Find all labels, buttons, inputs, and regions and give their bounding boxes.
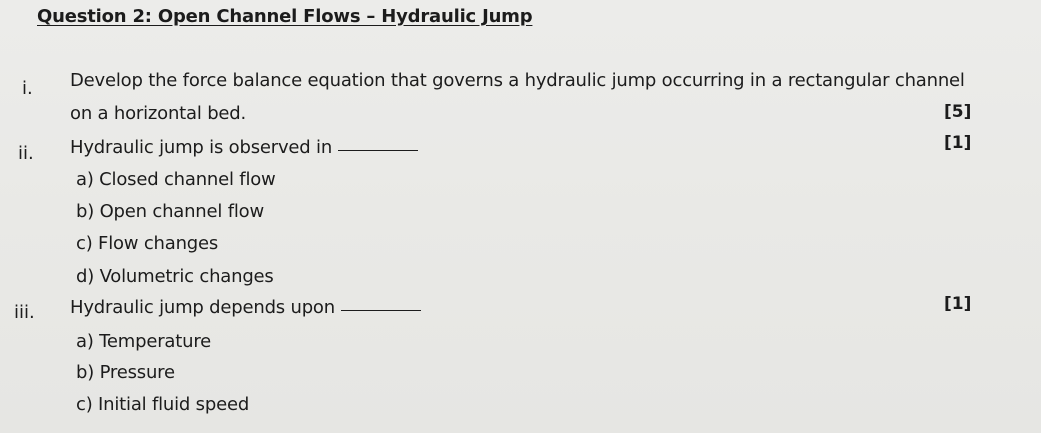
question-iii-stem xyxy=(70,297,421,318)
question-iii-marks: [1] xyxy=(944,294,972,314)
question-numeral-ii: ii. xyxy=(18,143,34,164)
question-ii-option-c: c) Flow changes xyxy=(76,233,219,254)
question-numeral-i: i. xyxy=(22,78,33,99)
question-ii-option-a: a) Closed channel flow xyxy=(76,169,276,190)
question-i-line-1: Develop the force balance equation that governs a hydraulic jump occurring in a rectangular channel xyxy=(70,70,965,91)
question-title: Question 2: Open Channel Flows – Hydraulic Jump xyxy=(37,6,533,27)
question-iii-option-a: a) Temperature xyxy=(76,331,211,352)
question-iii-stem-text: Hydraulic jump depends upon xyxy=(70,297,335,318)
question-ii-stem xyxy=(70,137,418,158)
question-iii-option-b: b) Pressure xyxy=(76,362,175,383)
question-ii-stem-text: Hydraulic jump is observed in xyxy=(70,137,333,158)
question-iii-option-c: c) Initial fluid speed xyxy=(76,394,250,415)
question-i-marks: [5] xyxy=(944,102,972,122)
question-ii-option-b: b) Open channel flow xyxy=(76,201,264,222)
question-i-line-2: on a horizontal bed. xyxy=(70,103,247,124)
question-numeral-iii: iii. xyxy=(14,302,35,323)
question-ii-marks: [1] xyxy=(944,133,972,153)
question-ii-option-d: d) Volumetric changes xyxy=(76,266,274,287)
answer-blank xyxy=(338,150,418,151)
answer-blank xyxy=(341,310,421,311)
